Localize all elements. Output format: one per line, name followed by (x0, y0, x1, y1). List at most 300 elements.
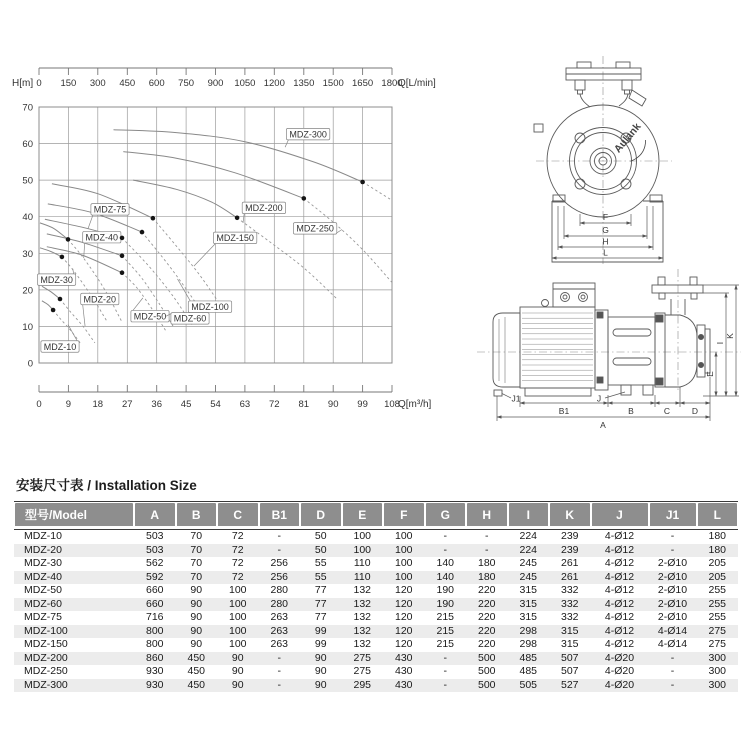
table-cell: 72 (231, 557, 244, 569)
table-cell: 800 (145, 624, 164, 637)
table-row-MDZ-100 (14, 625, 738, 639)
tick-label: 600 (148, 78, 165, 89)
table-cell: 275 (708, 624, 727, 637)
table-cell: MDZ-30 (24, 557, 62, 569)
lifting-eye (542, 300, 549, 307)
pump-curve-MDZ-20 (42, 286, 60, 299)
fan-cover (493, 313, 520, 387)
table-cell: 110 (353, 570, 371, 583)
table-cell: 239 (549, 529, 591, 544)
dim-label-I: I (715, 341, 725, 345)
rated-point-MDZ-200 (235, 216, 240, 221)
table-cell: 4-Ø12 (604, 543, 635, 556)
table-cell: MDZ-60 (24, 597, 62, 610)
table-cell: 450 (187, 665, 206, 677)
table-cell: 140 (436, 570, 455, 583)
pump-curve-extension-MDZ-50 (122, 273, 167, 332)
table-cell: 77 (314, 611, 327, 623)
table-cell: 4-Ø14 (657, 624, 688, 637)
column-header-F: F (383, 502, 425, 529)
table-cell: 500 (477, 665, 496, 677)
tick-label: 150 (60, 78, 77, 89)
table-cell: 220 (477, 611, 496, 623)
table-cell: MDZ-200 (24, 651, 68, 664)
column-header-K: K (549, 502, 591, 529)
table-cell: 716 (145, 611, 164, 623)
rated-point-MDZ-100 (140, 230, 145, 235)
table-cell: 180 (477, 570, 496, 583)
label-leader (73, 269, 74, 274)
curve-label: MDZ-60 (173, 313, 207, 324)
column-header-E: E (342, 502, 384, 529)
table-cell: 120 (394, 611, 413, 623)
table-cell: 72 (217, 529, 259, 544)
table-cell: 77 (314, 584, 327, 596)
table-title: 安装尺寸表 / Installation Size (16, 478, 197, 493)
dim-label-E: E (705, 371, 715, 377)
table-cell: 300 (708, 678, 727, 691)
curve-label: MDZ-50 (133, 311, 167, 322)
tick-label: 54 (210, 399, 221, 410)
table-cell: 660 (145, 584, 164, 596)
table-cell: 100 (394, 543, 413, 556)
terminal-box (553, 283, 595, 307)
tick-label: 40 (22, 212, 33, 224)
table-cell: 4-Ø12 (604, 584, 635, 596)
table-cell: 55 (314, 557, 327, 569)
table-cell: 255 (708, 611, 727, 623)
label-leader (68, 325, 77, 341)
table-cell: 4-Ø12 (591, 529, 649, 544)
table-cell: 220 (477, 597, 496, 610)
column-header-H: H (466, 502, 508, 529)
column-header-型号/Model: 型号/Model (14, 502, 134, 529)
table-cell: MDZ-50 (24, 584, 62, 596)
top-axis-label: Q[L/min] (398, 78, 436, 89)
column-header-I: I (508, 502, 550, 529)
table-cell: 132 (353, 597, 372, 610)
table-cell: 90 (231, 651, 244, 664)
table-cell: MDZ-10 (14, 529, 134, 544)
table-cell: 505 (519, 678, 538, 691)
rated-point-MDZ-150 (151, 216, 156, 221)
table-cell: 72 (231, 570, 244, 583)
tick-label: 1800 (381, 78, 403, 89)
tick-label: 81 (298, 399, 310, 410)
table-cell: 4-Ø20 (604, 665, 635, 677)
table-cell: 90 (314, 665, 327, 677)
table-cell: - (443, 665, 447, 677)
dim-label-J: J (596, 393, 602, 404)
rated-point-MDZ-60 (120, 254, 125, 259)
tick-label: 1350 (293, 78, 315, 89)
table-cell: - (466, 529, 508, 544)
dim-label-F: F (602, 212, 609, 222)
table-cell: - (670, 543, 675, 556)
table-cell: 660 (145, 597, 164, 610)
curve-label: MDZ-30 (40, 274, 73, 285)
cable-gland (629, 90, 646, 106)
mounting-flange (566, 62, 641, 94)
tick-label: 1050 (234, 78, 256, 89)
table-cell: 100 (228, 638, 247, 650)
tick-label: 90 (327, 399, 339, 410)
table-cell: 90 (190, 638, 203, 650)
curve-label: MDZ-250 (296, 223, 334, 234)
table-cell: 4-Ø12 (604, 611, 635, 623)
dim-label-L: L (603, 247, 608, 258)
table-cell: 263 (270, 638, 289, 650)
table-cell: 263 (270, 611, 289, 623)
header-row (14, 502, 738, 529)
table-cell: 2-Ø10 (657, 584, 688, 596)
tick-label: 0 (36, 78, 42, 89)
table-cell: 485 (519, 665, 538, 677)
table-cell: 4-Ø12 (604, 597, 635, 610)
y-axis-label: H[m] (12, 78, 34, 89)
table-cell: 100 (342, 529, 384, 544)
table-cell: - (277, 678, 281, 691)
drain-plug (534, 124, 543, 132)
table-cell: 220 (477, 584, 496, 596)
tick-label: 27 (122, 399, 133, 410)
table-cell: 100 (228, 611, 247, 623)
table-cell: MDZ-40 (24, 570, 62, 583)
table-cell: 205 (708, 570, 727, 583)
neck-line (580, 94, 590, 107)
table-cell: 430 (394, 651, 413, 664)
table-cell: 430 (394, 665, 413, 677)
table-cell: 50 (314, 543, 327, 556)
table-row-MDZ-30 (14, 557, 738, 571)
pump-side-view-drawing (475, 265, 750, 433)
table-cell: 215 (436, 638, 455, 650)
tick-label: 36 (151, 399, 162, 410)
tick-label: 72 (269, 399, 280, 410)
column-header-J: J (591, 502, 649, 529)
table-row-MDZ-10 (14, 529, 738, 544)
table-cell: 245 (519, 557, 538, 569)
rated-point-MDZ-20 (58, 297, 63, 302)
table-cell: 239 (560, 543, 579, 556)
table-cell: 70 (190, 543, 203, 556)
table-cell: 90 (314, 651, 327, 664)
pump-front-view-drawing (480, 50, 742, 275)
rated-point-MDZ-75 (120, 236, 125, 241)
table-body (14, 529, 738, 692)
tick-label: 1500 (322, 78, 344, 89)
table-cell: 298 (519, 638, 538, 650)
table-cell: 90 (190, 611, 203, 623)
table-cell: 332 (560, 597, 579, 610)
table-cell: 527 (560, 678, 579, 691)
table-cell: 120 (394, 597, 413, 610)
table-cell: - (443, 678, 447, 691)
table-cell: 90 (190, 624, 203, 637)
table-cell: 205 (708, 557, 727, 569)
tick-label: 108 (384, 399, 400, 410)
j1-bolt (494, 390, 502, 396)
curve-label: MDZ-75 (93, 204, 127, 215)
table-cell: 592 (145, 570, 164, 583)
table-cell: 315 (560, 638, 579, 650)
table-cell: 140 (436, 557, 455, 569)
table-cell: 55 (314, 570, 327, 583)
pump-curve-extension-MDZ-300 (363, 182, 392, 200)
curve-label: MDZ-200 (245, 203, 283, 214)
table-cell: 224 (519, 543, 538, 556)
table-cell: 503 (134, 529, 176, 544)
table-cell: 450 (187, 651, 206, 664)
table-cell: 120 (394, 624, 413, 637)
dim-label-D: D (691, 406, 699, 416)
table-cell: 100 (394, 570, 413, 583)
tick-label: 30 (22, 248, 33, 260)
table-cell: 500 (477, 678, 496, 691)
table-cell: 100 (228, 624, 247, 637)
dimension-lines (497, 285, 739, 421)
pump-curve-MDZ-40 (40, 223, 68, 240)
tick-label: 300 (89, 78, 106, 89)
rated-point-MDZ-300 (360, 180, 365, 185)
table-cell: MDZ-75 (24, 611, 62, 623)
table-cell: 298 (519, 624, 538, 637)
label-leader (194, 244, 216, 266)
dim-label-B: B (628, 406, 634, 416)
table-cell: 70 (190, 557, 203, 569)
tick-label: 0 (36, 399, 42, 410)
table-cell: - (443, 651, 447, 664)
dim-label-H: H (602, 236, 609, 247)
table-cell: 90 (231, 665, 244, 677)
table-cell: 77 (314, 597, 327, 610)
table-cell: 315 (560, 624, 579, 637)
table-cell: - (649, 529, 697, 544)
table-cell: 132 (353, 624, 372, 637)
tick-label: 70 (22, 102, 33, 114)
dim-label-A: A (600, 420, 606, 430)
table-cell: 120 (394, 584, 413, 596)
table-cell: 190 (436, 597, 455, 610)
tick-label: 1200 (263, 78, 285, 89)
table-cell: 280 (270, 597, 289, 610)
table-cell: 132 (353, 584, 372, 596)
table-cell: 90 (190, 584, 203, 596)
table-cell: 2-Ø10 (657, 557, 688, 569)
column-header-A: A (134, 502, 176, 529)
table-cell: 930 (145, 665, 164, 677)
table-cell: 120 (394, 638, 413, 650)
table-cell: 280 (270, 584, 289, 596)
installation-size-section (14, 474, 738, 692)
pump-curve-MDZ-200 (133, 180, 237, 218)
label-leader (83, 305, 85, 327)
table-cell: 332 (560, 611, 579, 623)
table-header (14, 502, 738, 529)
table-row-MDZ-300 (14, 679, 738, 693)
table-cell: 503 (145, 543, 164, 556)
column-header-B1: B1 (259, 502, 301, 529)
tick-label: 900 (207, 78, 224, 89)
table-cell: 99 (314, 624, 327, 637)
table-cell: 275 (708, 638, 727, 650)
dim-label-B1: B1 (558, 406, 570, 416)
table-cell: - (425, 529, 467, 544)
table-row-MDZ-60 (14, 598, 738, 612)
table-cell: - (485, 543, 489, 556)
table-cell: 70 (190, 570, 203, 583)
table-cell: 430 (394, 678, 413, 691)
column-header-G: G (425, 502, 467, 529)
table-cell: 110 (353, 557, 371, 569)
column-header-B: B (176, 502, 218, 529)
table-cell: 100 (394, 557, 413, 569)
table-cell: 300 (708, 665, 727, 677)
table-row-MDZ-40 (14, 571, 738, 585)
table-cell: 4-Ø20 (604, 651, 635, 664)
rated-point-MDZ-40 (66, 237, 71, 242)
motor-foot (525, 388, 591, 396)
pump-curve-extension-MDZ-150 (153, 218, 222, 306)
installation-size-table (14, 501, 738, 692)
table-cell: - (670, 678, 675, 691)
table-row-MDZ-75 (14, 611, 738, 625)
table-cell: 190 (436, 584, 455, 596)
table-cell: 800 (145, 638, 164, 650)
table-cell: 90 (314, 678, 327, 691)
dim-label-J1: J1 (511, 393, 521, 404)
table-cell: 132 (353, 638, 372, 650)
table-cell: 275 (353, 665, 372, 677)
table-cell: 4-Ø20 (604, 678, 635, 691)
curve-label: MDZ-20 (83, 294, 117, 305)
column-header-D: D (300, 502, 342, 529)
table-cell: 2-Ø10 (657, 597, 688, 610)
tick-label: 450 (119, 78, 136, 89)
table-cell: 2-Ø10 (657, 611, 688, 623)
motor-fins (522, 313, 593, 381)
table-cell: 507 (560, 651, 579, 664)
table-cell: 860 (145, 651, 164, 664)
table-cell: 256 (270, 557, 289, 569)
table-row-MDZ-20 (14, 544, 738, 558)
tick-label: 750 (178, 78, 195, 89)
table-cell: 332 (560, 584, 579, 596)
label-leader (243, 214, 244, 223)
table-cell: 450 (187, 678, 206, 691)
table-cell: 180 (697, 529, 739, 544)
table-cell: 315 (519, 584, 538, 596)
table-cell: 2-Ø10 (657, 570, 688, 583)
table-cell: 99 (314, 638, 327, 650)
performance-chart (0, 55, 460, 427)
table-cell: 4-Ø12 (604, 570, 635, 583)
table-cell: 245 (519, 570, 538, 583)
table-cell: 500 (477, 651, 496, 664)
table-cell: 100 (228, 584, 247, 596)
table-cell: 255 (708, 597, 727, 610)
table-cell: MDZ-250 (24, 665, 68, 677)
bottom-axis-label: Q[m³/h] (398, 399, 432, 410)
curve-label: MDZ-100 (191, 302, 229, 312)
rated-point-MDZ-250 (302, 196, 307, 201)
tick-label: 20 (22, 285, 33, 297)
table-cell: 4-Ø14 (657, 638, 688, 650)
table-cell: 315 (519, 611, 538, 623)
table-cell: 507 (560, 665, 579, 677)
motor-body (520, 307, 595, 388)
table-cell: 90 (190, 597, 203, 610)
table-row-MDZ-50 (14, 584, 738, 598)
table-cell: - (277, 543, 281, 556)
dim-label-G: G (602, 225, 609, 235)
table-cell: 4-Ø12 (604, 638, 635, 650)
tick-label: 99 (357, 399, 368, 410)
table-cell: 930 (145, 678, 164, 691)
tick-label: 63 (239, 399, 251, 410)
rated-point-MDZ-10 (51, 308, 56, 313)
column-header-J1: J1 (649, 502, 697, 529)
curve-label: MDZ-150 (216, 233, 254, 244)
table-cell: 72 (231, 543, 244, 556)
table-cell: 180 (477, 557, 496, 569)
table-cell: 215 (436, 624, 455, 637)
tick-label: 9 (65, 399, 72, 410)
table-cell: - (443, 543, 447, 556)
table-cell: MDZ-20 (24, 543, 62, 556)
pump-curve-extension-MDZ-250 (304, 198, 392, 282)
pump-stage-section (595, 310, 665, 395)
tick-label: 50 (22, 175, 33, 187)
label-leader (133, 298, 143, 311)
label-leader (88, 215, 93, 229)
table-cell: - (277, 651, 281, 664)
table-cell: 90 (231, 678, 244, 691)
table-cell: 100 (383, 529, 425, 544)
table-cell: 263 (270, 624, 289, 637)
dim-label-C: C (663, 406, 671, 416)
table-cell: 70 (176, 529, 218, 544)
table-cell: 220 (477, 624, 496, 637)
table-cell: MDZ-300 (24, 678, 68, 691)
tick-label: 45 (180, 399, 192, 410)
tick-label: 10 (22, 321, 33, 333)
tick-label: 0 (27, 358, 33, 370)
table-cell: 256 (270, 570, 289, 583)
table-cell: 485 (519, 651, 538, 664)
table-cell: 315 (519, 597, 538, 610)
table-cell: 215 (436, 611, 455, 623)
table-row-MDZ-200 (14, 652, 738, 666)
table-cell: 562 (145, 557, 164, 569)
table-cell: 132 (353, 611, 372, 623)
table-cell: 50 (300, 529, 342, 544)
table-cell: 261 (560, 570, 579, 583)
curve-label: MDZ-300 (289, 129, 327, 140)
table-row-MDZ-150 (14, 638, 738, 652)
table-cell: - (670, 651, 675, 664)
table-cell: 224 (508, 529, 550, 544)
pump-curve-MDZ-250 (123, 152, 303, 199)
volute-and-flanges (652, 277, 710, 387)
curve-label: MDZ-10 (43, 341, 77, 352)
curve-label: MDZ-40 (85, 232, 119, 243)
table-cell: - (259, 529, 301, 544)
table-cell: 255 (708, 584, 727, 596)
tick-label: 60 (22, 139, 33, 151)
table-cell: - (670, 665, 675, 677)
table-cell: 100 (228, 597, 247, 610)
